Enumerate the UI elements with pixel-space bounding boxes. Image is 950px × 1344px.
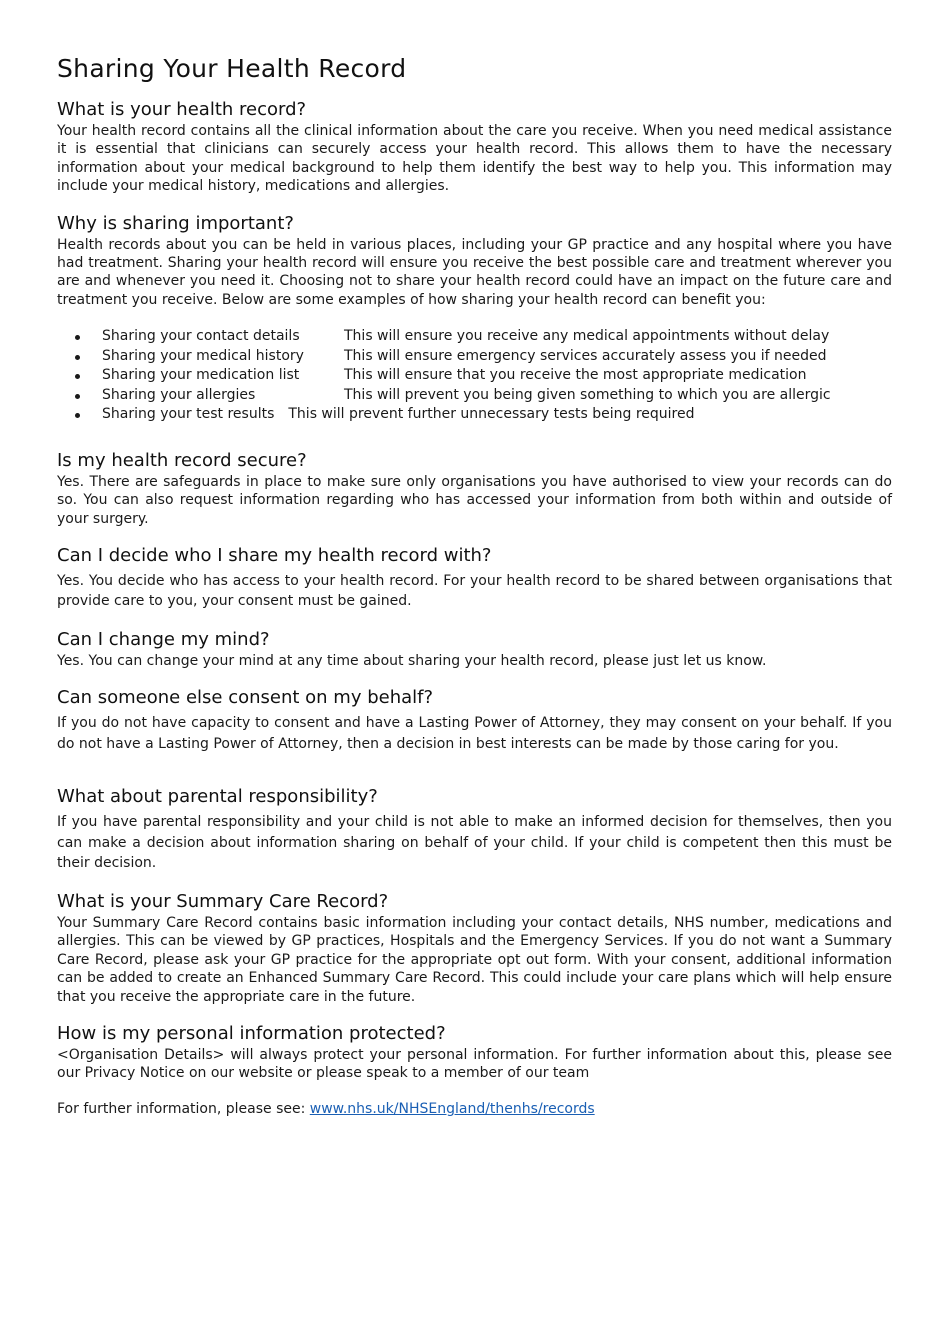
- section-body: If you have parental responsibility and your child is not able to make an informed decision for themselves, then you can make a decision about information sharing on behalf of your child. If your child is competent then this must be their decision.: [57, 814, 892, 872]
- section-body: Your health record contains all the clinical information about the care you receive. When you need medical assistance it is essential that clinicians can securely access your health record. This allows them to have the necessary information about your medical background to help them identify the best way to help you. This information may include your medical history, medications and allergies.: [57, 123, 892, 195]
- section-is-record-secure: [57, 450, 892, 528]
- section-body: Yes. There are safeguards in place to make sure only organisations you have authorised to view your records can do so. You can also request information regarding who has accessed your information from both within and outside of your surgery.: [57, 473, 892, 527]
- section-parental-responsibility: [57, 786, 892, 874]
- list-item: [57, 405, 892, 425]
- section-body: Yes. You can change your mind at any time about sharing your health record, please just let us know.: [57, 652, 767, 669]
- section-heading: What about parental responsibility?: [57, 786, 378, 808]
- benefit-text: This will ensure emergency services accurately assess you if needed: [344, 347, 827, 364]
- section-summary-care-record: [57, 891, 892, 1006]
- benefit-text: This will prevent further unnecessary tests being required: [288, 406, 695, 423]
- page-title: Sharing Your Health Record: [57, 54, 407, 83]
- benefits-list: [57, 327, 892, 425]
- further-information-prefix: For further information, please see:: [57, 1100, 310, 1117]
- section-heading: Can I change my mind?: [57, 628, 270, 650]
- section-info-protected: [57, 1023, 892, 1083]
- section-decide-who-shares: [57, 545, 892, 612]
- section-heading: What is your Summary Care Record?: [57, 890, 389, 912]
- section-heading: Why is sharing important?: [57, 212, 294, 234]
- section-change-mind: [57, 629, 892, 670]
- section-why-sharing-important: [57, 213, 892, 310]
- section-body: If you do not have capacity to consent and have a Lasting Power of Attorney, they may consent on your behalf. If you do not have a Lasting Power of Attorney, then a decision in best interests can be made by those caring for you.: [57, 715, 892, 752]
- benefit-text: This will ensure that you receive the most appropriate medication: [344, 367, 807, 384]
- list-item: [57, 366, 892, 386]
- benefit-text: This will ensure you receive any medical appointments without delay: [344, 328, 830, 345]
- benefit-label: Sharing your test results: [102, 406, 275, 423]
- benefit-label: Sharing your allergies: [102, 386, 256, 403]
- benefit-text: This will prevent you being given something to which you are allergic: [344, 386, 831, 403]
- section-heading: Can I decide who I share my health record with?: [57, 544, 492, 566]
- section-heading: How is my personal information protected?: [57, 1022, 446, 1044]
- benefit-label: Sharing your contact details: [102, 328, 300, 345]
- list-item: [57, 347, 892, 367]
- section-heading: Can someone else consent on my behalf?: [57, 687, 434, 709]
- list-item: [57, 327, 892, 347]
- further-information: [57, 1100, 892, 1118]
- section-body: Health records about you can be held in various places, including your GP practice and any hospital where you have had treatment. Sharing your health record will ensure you receive the best possible care and treatment wherever you are and whenever you need it. Choosing not to share your health record could have an impact on the future care and treatment you receive. Below are some examples of how sharing your health record can benefit you:: [57, 236, 892, 308]
- section-body: Yes. You decide who has access to your health record. For your health record to be shared between organisations that provide care to you, your consent must be gained.: [57, 572, 892, 610]
- section-body: Your Summary Care Record contains basic information including your contact details, NHS number, medications and allergies. This can be viewed by GP practices, Hospitals and the Emergency Services. If you do not want a Summary Care Record, please ask your GP practice for the appropriate opt out form. With your consent, additional information can be added to create an Enhanced Summary Care Record. This could include your care plans which will help ensure that you receive the appropriate care in the future.: [57, 914, 892, 1005]
- benefit-label: Sharing your medical history: [102, 347, 304, 364]
- list-item: [57, 386, 892, 406]
- nhs-records-link[interactable]: www.nhs.uk/NHSEngland/thenhs/records: [309, 1100, 595, 1117]
- section-heading: What is your health record?: [57, 99, 307, 120]
- section-heading: Is my health record secure?: [57, 449, 307, 471]
- section-what-is-health-record: [57, 99, 892, 196]
- section-consent-on-behalf: [57, 687, 892, 754]
- document-page: [57, 54, 892, 1118]
- section-body: <Organisation Details> will always protect your personal information. For further information about this, please see our Privacy Notice on our website or please speak to a member of our team: [57, 1046, 892, 1082]
- benefit-label: Sharing your medication list: [102, 367, 300, 384]
